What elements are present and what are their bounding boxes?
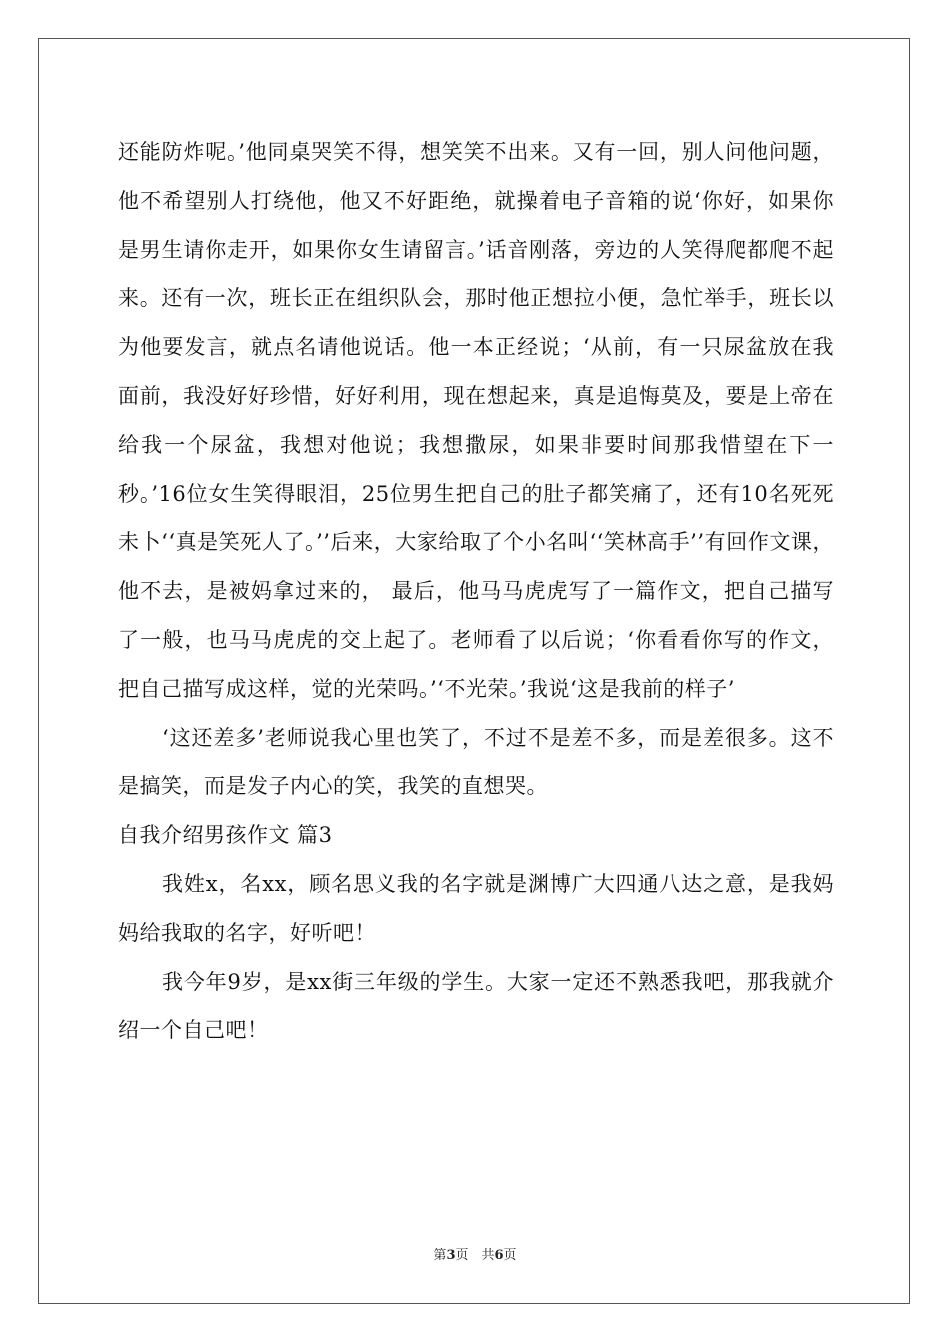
paragraph-teacher-comment: ‘这还差多’老师说我心里也笑了，不过不是差不多，而是差很多。这不是搞笑，而是发子内心的笑，我笑的直想哭。 (118, 725, 834, 799)
page-current: 3 (446, 1248, 456, 1263)
paragraph-story-continued: 还能防炸呢。’他同桌哭笑不得，想笑笑不出来。又有一回，别人问他问题，他不希望别人打绕他，他又不好距绝，就操着电子音箱的说‘你好，如果你是男生请你走开，如果你女生请留言。’话音刚落，旁边的人笑得爬都爬不起来。还有一次，班长正在组织队会，那时他正想拉小便，急忙举手，班长以为他要发言，就点名请他说话。他一本正经说；‘从前，有一只尿盆放在我面前，我没好好珍惜，好好利用，现在想起来，真是追悔莫及，要是上帝在给我一个尿盆，我想对他说；我想撒尿，如果非要时间那我惜望在下一秒。’16位女生笑得眼泪，25位男生把自己的肚子都笑痛了，还有10名死死未卜‘‘真是笑死人了。’’后来，大家给取了个小名叫‘‘笑林高手’’有回作文课，他不去，是被妈拿过来的， 最后，他马马虎虎写了一篇作文，把自己描写了一般，也马马虎虎的交上起了。老师看了以后说；‘你看看你写的作文，把自己描写成这样，觉的光荣吗。’‘不光荣。’我说‘这是我前的样子’ (118, 140, 834, 701)
page-mid: 页 共 (455, 1248, 495, 1263)
page-suffix: 页 (503, 1248, 517, 1263)
paragraph-age-intro: 我今年9岁，是xx街三年级的学生。大家一定还不熟悉我吧，那我就介绍一个自己吧！ (118, 969, 834, 1043)
document-body (118, 128, 834, 1055)
section-heading: 自我介绍男孩作文 篇3 (118, 823, 333, 848)
page-number-footer (0, 1244, 950, 1263)
page-total: 6 (494, 1248, 504, 1263)
page-prefix: 第 (433, 1248, 447, 1263)
paragraph-name-intro: 我姓x，名xx，顾名思义我的名字就是渊博广大四通八达之意，是我妈妈给我取的名字，好听吧！ (118, 871, 834, 945)
